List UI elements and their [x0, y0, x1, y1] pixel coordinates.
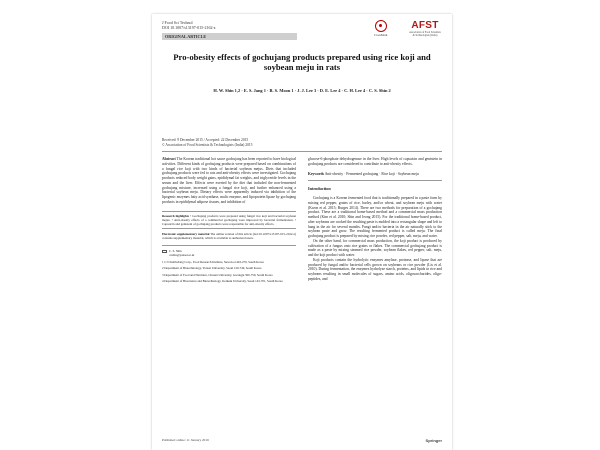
abstract-continued: glucose-6-phosphate dehydrogenase in the liver. High levels of capsaicin and genistein in gochujang products are considered to contribute to anti-obesity effects. — [308, 157, 442, 166]
keywords — [308, 172, 442, 177]
author-list: H. W. Shin 1,2 · E. S. Jang 1 · B. S. Moon 1 · J. J. Lee 3 · D. E. Lee 4 · C. H. Lee 4 · C. S. Shin 2 — [213, 88, 391, 93]
corresponding-line — [162, 249, 296, 257]
highlights-label: Research highlights — [162, 213, 190, 218]
keywords-text: Anti-obesity · Fermented gochujang · Rice koji · Soybean meju — [324, 171, 419, 176]
springer-logo: Springer — [425, 438, 442, 443]
left-column — [162, 157, 296, 286]
affiliation: 4 Department of Bioscience and Biotechnology, Konkuk University, Seoul 143-701, South Korea — [162, 279, 283, 283]
intro-paragraph: Gochujang is a Korean fermented food that is traditionally prepared in a paste form by mixing red pepper, grains of rice, barley, and/or wheat, and soybean meju with water (Kwon et al. 2015; Burges 2014). There are two methods for preparation of a gochujang product. These are a traditional home-based method and a commercial mass production method (Kim et al. 2010; Shin and Jeong 2015). For the traditional home-based product, after soybeans are cooked the resulting paste is molded into a rectangular shape and left to hang in the air for several months. Fungi and/or bacteria in the air naturally stick to the soybean paste and grow. The resulting fermented product is called meju. The final gochujang product is prepared by mixing rice powder, red pepper, salt, meju, and water. — [308, 196, 442, 238]
page-footer — [162, 438, 442, 442]
highlights-box — [162, 211, 296, 229]
divider — [308, 180, 442, 181]
received-dates: Received: 9 December 2015 / Accepted: 22 December 2015 — [162, 138, 249, 142]
logo-subtitle: Association of Food Scientists & Technologists (India) — [409, 31, 441, 37]
journal-name: J Food Sci Technol — [162, 20, 193, 25]
affiliation: 2 Department of Biotechnology, Yonsei University, Seoul 120-749, South Korea — [162, 266, 262, 270]
abstract-text: The Korean traditional hot sauce gochujang has been reported to have biological activities. Different kinds of gochujang products were prepared based on combinations of a fungal rice koji with two kinds of bacterial soybean mejus. Diets that included gochujang products were fed to rats and anti-obesity effects were investigated. Gochujang products reduced body weight gains, epididymal fat weights, and triglyceride levels in the serum and the liver. Effects were exerted by the diet that included the non-fermented gochujang mixture, increased using a fungal rice koji, and further enhanced using a bacterial soybean meju. Dietary effects were apparently induced via inhibition of the lipogenic enzymes fatty acid synthase, malic enzyme, and lipoprotein lipase by gochujang products in epididymal adipose tissues, and inhibition of — [162, 157, 296, 204]
crossmark-badge[interactable] — [374, 20, 387, 37]
article-page — [152, 14, 452, 450]
affiliation: 1 CJ CheilJedang Corp., Food Research Institute, Suwon-si 443-270, South Korea — [162, 259, 264, 264]
journal-header — [162, 20, 216, 30]
abstract-label: Abstract — [162, 157, 176, 161]
intro-paragraph: On the other hand, for commercial mass production, the koji product is produced by cultivation of a fungus onto rice grains or flakes. The commercial gochujang product is made as a paste by mixing steamed rice powder, soybean flakes, red pepper, salt, meju, and the koji product with water. — [308, 238, 442, 257]
publication-date: Published online: 11 January 2016 — [162, 438, 209, 442]
divider — [162, 151, 442, 152]
corresponding-author — [162, 245, 296, 283]
abstract — [162, 157, 296, 205]
publisher-logo — [408, 20, 442, 37]
affiliation: 3 Department of Food and Nutrition, Chosun University, Gwangju 500-759, South Korea — [162, 272, 273, 277]
intro-paragraph: Koji products contain the hydrolytic enzymes amylase, protease, and lipase that are produced by fungal and/or bacterial cells grown on soybeans or rice powder (Lis et al. 2010). During fermentation, the enzymes hydrolyze starch, proteins, and lipids in rice and soybeans resulting in small molecules of sugars, amino acids, oligosaccharides, oligo-peptides, and — [308, 257, 442, 281]
highlights-text: • Gochujang products were prepared using fungal rice koji and bacterial soybean mejus. • Anti-obesity effects of a commercial gochujang were improved by bacterial fermentation. • Capsaicin and genistein of gochujang products were responsible for anti-obesity effects. — [162, 213, 296, 226]
logo-mark: AFST — [411, 20, 439, 31]
journal-doi: DOI 10.1007/s13197-015-2162-z — [162, 25, 216, 30]
introduction-heading: Introduction — [308, 186, 331, 192]
corresponding-email[interactable]: cssbin@yonsei.ac.kr — [169, 253, 195, 257]
keywords-label: Keywords — [308, 171, 324, 176]
esm-label: Electronic supplementary material — [162, 231, 210, 236]
copyright: © Association of Food Scientists & Technologists (India) 2015 — [162, 142, 253, 147]
article-title: Pro-obesity effects of gochujang products prepared using rice koji and soybean meju in rats — [173, 52, 431, 72]
esm-text: The online version of this article (doi:10.1007/s13197-015-2162-z) contains supplementary material, which is available to authorized users. — [162, 231, 297, 240]
crossmark-icon — [375, 20, 387, 32]
dates-block — [162, 138, 442, 147]
right-column — [308, 157, 442, 282]
esm-note — [162, 232, 296, 240]
corresponding-name: C. S. Shin — [169, 248, 182, 253]
section-label: ORIGINAL ARTICLE — [162, 33, 297, 40]
crossmark-label: CrossMark — [374, 33, 388, 37]
